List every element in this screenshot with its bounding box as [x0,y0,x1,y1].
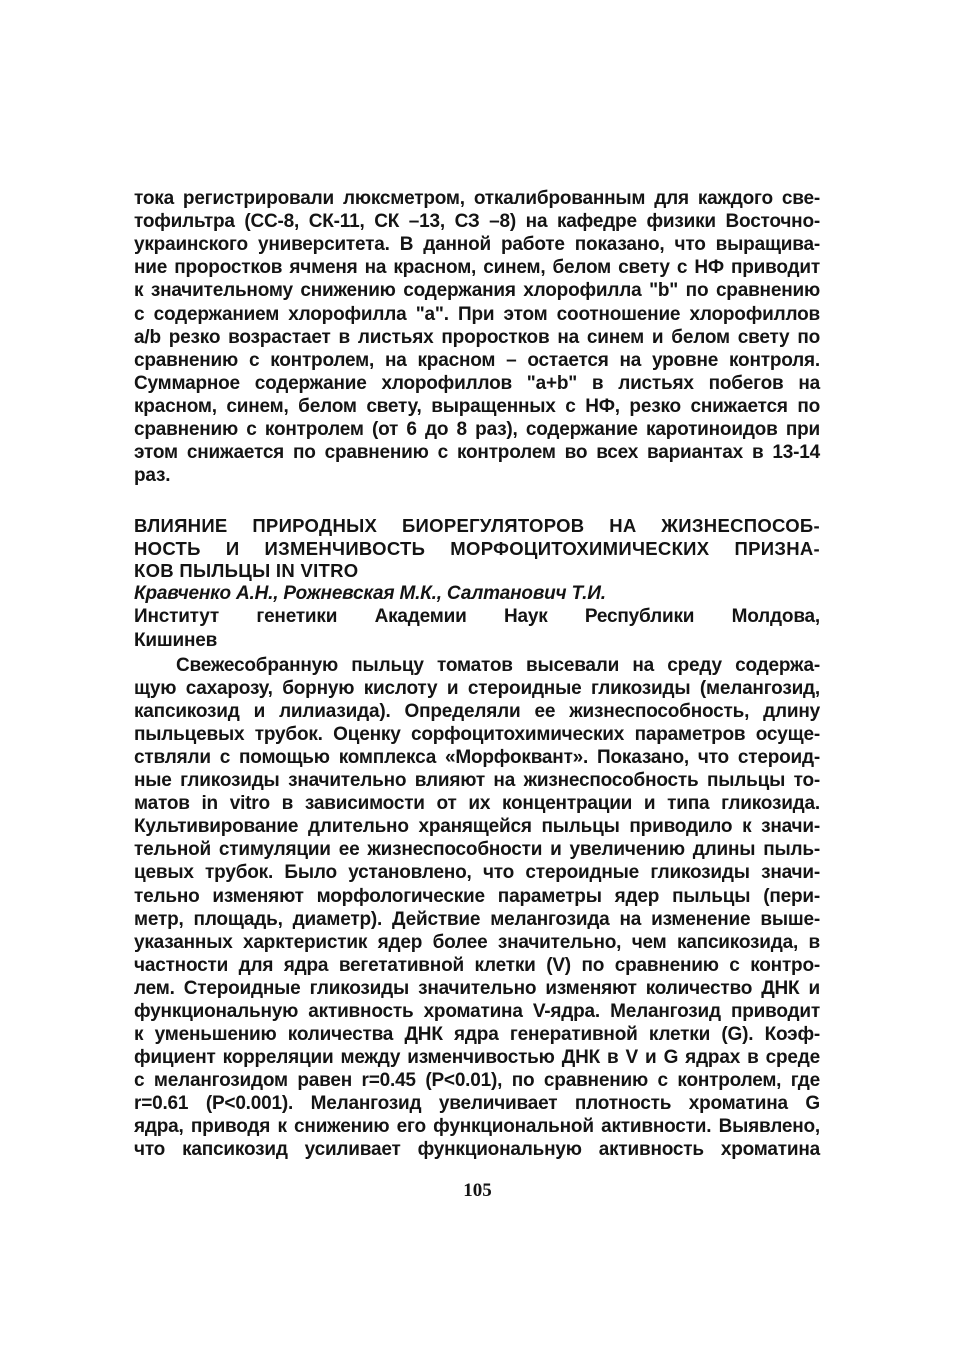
article-authors: Кравченко А.Н., Рожневская М.К., Салтанович Т.И. [134,583,606,604]
text-line: Культивирование длительно хранящейся пыльцы приводило к значи- [134,816,820,838]
page-number: 105 [463,1180,492,1201]
text-line: тельной стимуляции ее жизнеспособности и увеличению длины пыль- [134,839,820,861]
affiliation-line: Институт генетики Академии Наук Республики Молдова, [134,606,820,627]
text-line: этом снижается по сравнению с контролем во всех вариантах в 13-14 [134,442,820,464]
text-line: а/b резко возрастает в листьях проростков на синем и белом свету по [134,326,820,348]
text-line: сравнению с контролем (от 6 до 8 раз), содержание каротиноидов при [134,419,820,440]
text-line: раз. [134,465,171,487]
text-line: капсикозид и лилиазида). Определяли ее жизнеспособность, длину [134,701,820,723]
text-line: к уменьшению количества ДНК ядра генеративной клетки (G). Коэф- [134,1023,820,1045]
text-line: тофильтра (СС-8, СК-11, СК –13, СЗ –8) на кафедре физики Восточно- [134,211,820,233]
text-line: тока регистрировали люксметром, откалиброванным для каждого све- [134,188,820,209]
text-line: указанных харктеристик ядер более значительно, чем капсикозида, в [134,931,820,953]
text-line: частности для ядра вегетативной клетки (V) по сравнению с контро- [134,954,820,976]
text-line: сравнению с контролем, на красном – остается на уровне контроля. [134,349,820,371]
text-line: к значительному снижению содержания хлорофилла "b" по сравнению [134,280,820,302]
text-line: что капсикозид усиливает функциональную активность хроматина [134,1139,820,1161]
text-line: щую сахарозу, борную кислоту и стероидные гликозиды (мелангозид, [134,678,820,700]
title-line: КОВ ПЫЛЬЦЫ IN VITRO [134,560,359,581]
text-line: тельно изменяют морфологические параметры ядер пыльцы (пери- [134,885,820,907]
text-line: Свежесобранную пыльцу томатов высевали на среду содержа- [176,655,820,676]
text-line: фициент корреляции между изменчивостью ДНК в V и G ядрах в среде [134,1046,820,1068]
text-line: метр, площадь, диаметр). Действие мелангозида на изменение выше- [134,908,820,930]
text-line: пыльцевых трубок. Оценку сорфоцитохимических параметров осуще- [134,724,820,746]
text-line: ядра, приводя к снижению его функциональной активности. Выявлено, [134,1116,820,1137]
text-line: лем. Стероидные гликозиды значительно изменяют количество ДНК и [134,977,820,999]
text-line: с содержанием хлорофилла "а". При этом соотношение хлорофиллов [134,303,820,325]
text-line: красном, синем, белом свету, выращенных с НФ, резко снижается по [134,395,820,417]
text-line: ные гликозиды значительно влияют на жизнеспособность пыльцы то- [134,770,820,792]
title-line: НОСТЬ И ИЗМЕНЧИВОСТЬ МОРФОЦИТОХИМИЧЕСКИХ ПРИЗНА- [134,537,820,559]
text-line: ствляли с помощью комплекса «Морфоквант». Показано, что стероид- [134,747,820,769]
text-line: с мелангозидом равен r=0.45 (P<0.01), по сравнению с контролем, где [134,1069,820,1091]
text-line: матов in vitro в зависимости от их концентрации и типа гликозида. [134,793,820,815]
affiliation-line: Кишинев [134,629,218,651]
text-line: украинского университета. В данной работе показано, что выращива- [134,234,820,256]
title-line: ВЛИЯНИЕ ПРИРОДНЫХ БИОРЕГУЛЯТОРОВ НА ЖИЗНЕСПОСОБ- [134,515,820,536]
text-line: Суммарное содержание хлорофиллов "а+b" в листьях побегов на [134,372,820,394]
text-line: цевых трубок. Было установлено, что стероидные гликозиды значи- [134,862,820,884]
text-line: r=0.61 (P<0.001). Мелангозид увеличивает плотность хроматина G [134,1092,820,1114]
text-line: ние проростков ячменя на красном, синем, белом свету с НФ приводит [134,257,820,279]
text-line: функциональную активность хроматина V-ядра. Мелангозид приводит [134,1000,820,1022]
